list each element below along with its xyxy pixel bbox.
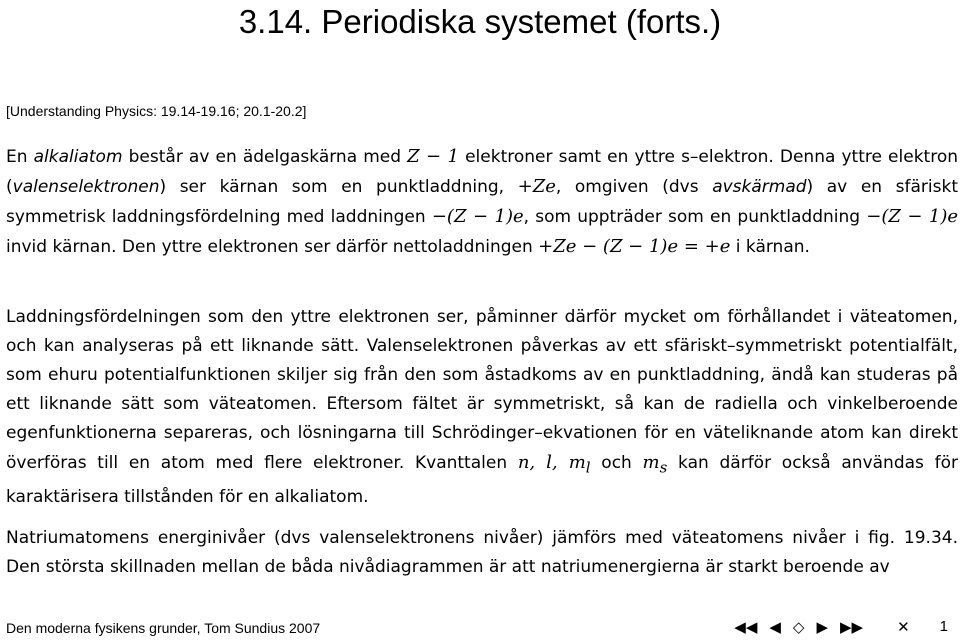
last-slide-icon[interactable]: ▶▶: [840, 618, 864, 636]
close-icon[interactable]: ✕: [897, 618, 910, 636]
slide-navigation: [722, 616, 948, 638]
math-run: m: [642, 452, 660, 473]
math-z-minus-1: Z − 1: [407, 146, 459, 167]
home-icon[interactable]: ◇: [792, 618, 805, 636]
text-run: kan därför också användas för karaktärisera tillstånden för en alkaliatom.: [6, 453, 958, 507]
page-number: 1: [939, 618, 948, 635]
first-slide-icon[interactable]: ◀◀: [734, 618, 758, 636]
term-valenselektronen: valenselektronen: [12, 177, 160, 197]
math-charge: −(Z − 1)e: [431, 206, 524, 227]
term-avskarmad: avskärmad: [712, 177, 807, 197]
math-plus-ze: +Ze: [517, 176, 556, 197]
paragraph-alkali-atom: [6, 142, 958, 262]
math-point-charge: −(Z − 1)e: [866, 206, 959, 227]
text-run: En: [6, 147, 34, 167]
text-run: Laddningsfördelningen som den yttre elektronen ser, påminner därför mycket om förhållandet i väteatomen, och kan analyseras på ett liknande sätt. Valenselektronen påverkas av ett sfäriskt–symmetriskt potentialfält, som ehuru potentialfunktionen skiljer sig från den som åstadkoms av en punktladdning, ändå kan studeras på ett liknande sätt som väteatomen. Eftersom fältet är symmetriskt, så kan de radiella och vinkelberoende egenfunktionerna separeras, och lösningarna till Schrödinger–ekvationen för en väteliknande atom kan direkt överföras till en atom med flere elektroner. Kvanttalen: [6, 307, 958, 473]
math-subscript: l: [585, 458, 591, 477]
reference-line: [Understanding Physics: 19.14-19.16; 20.1-20.2]: [6, 103, 307, 119]
math-subscript: s: [659, 458, 668, 477]
text-run: , omgiven (dvs: [555, 177, 713, 197]
math-run: n, l, m: [517, 452, 586, 473]
footer-credit: Den moderna fysikens grunder, Tom Sundius 2007: [6, 620, 321, 636]
text-run: ) av en sfäriskt symmetrisk laddningsfördelning med laddningen: [6, 177, 958, 227]
text-run: invid kärnan. Den yttre elektronen ser därför nettoladdningen: [6, 237, 539, 257]
math-ms: [642, 452, 668, 477]
text-run: Natriumatomens energinivåer (dvs valenselektronens nivåer) jämförs med väteatomens nivåer i fig. 19.34. Den största skillnaden mellan de båda nivådiagrammen är att natriumenergierna är starkt beroende av: [6, 528, 958, 577]
text-run: och: [590, 453, 643, 473]
text-run: , som uppträder som en punktladdning: [523, 207, 867, 227]
paragraph-charge-distribution: [6, 303, 958, 512]
page-title: 3.14. Periodiska systemet (forts.): [238, 3, 722, 40]
text-run: elektroner samt en yttre s–elektron. Denna yttre elektron (: [6, 147, 958, 197]
next-slide-icon[interactable]: ▶: [816, 618, 828, 636]
text-run: i kärnan.: [730, 237, 810, 257]
term-alkaliatom: alkaliatom: [33, 147, 123, 167]
math-quantum-numbers: [517, 452, 591, 477]
text-run: ) ser kärnan som en punktladdning,: [159, 177, 518, 197]
paragraph-sodium-levels: [6, 524, 958, 582]
math-net-charge: +Ze − (Z − 1)e = +e: [538, 236, 731, 257]
prev-slide-icon[interactable]: ◀: [769, 618, 781, 636]
text-run: består av en ädelgaskärna med: [122, 147, 408, 167]
